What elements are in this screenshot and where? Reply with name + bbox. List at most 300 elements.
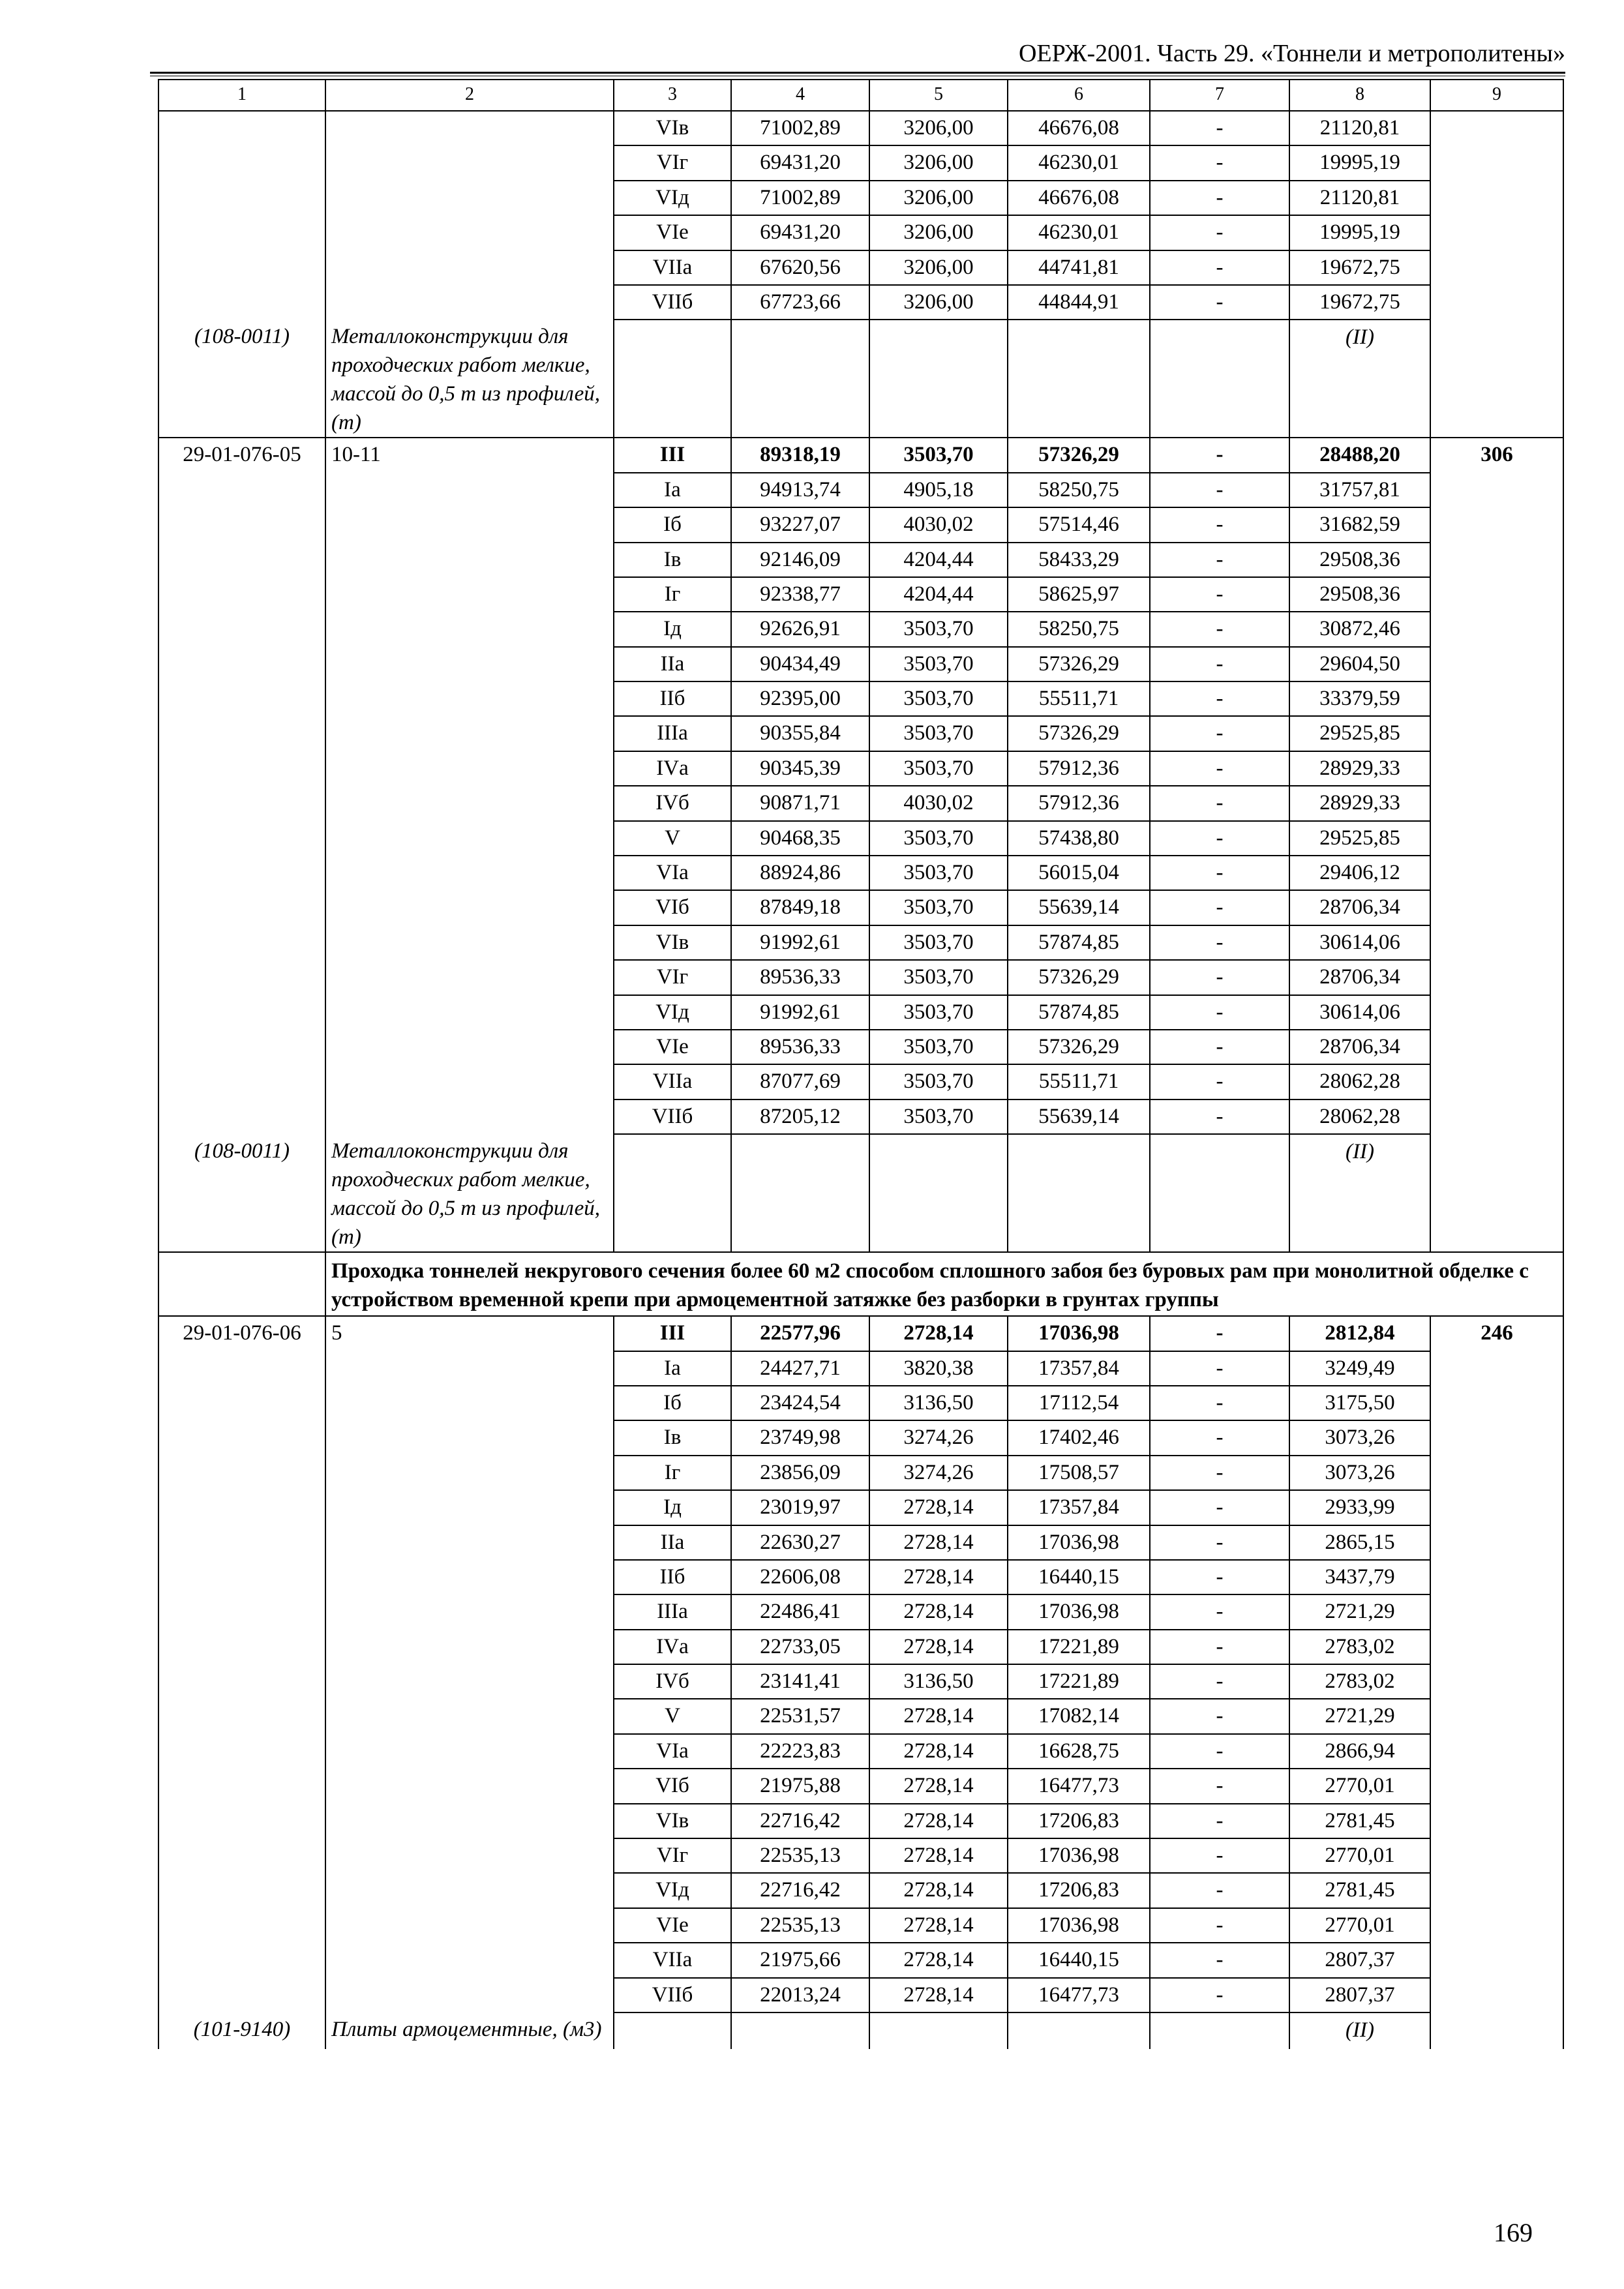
materials-cost: 2865,15 — [1289, 1525, 1430, 1560]
materials-cost: 2933,99 — [1289, 1490, 1430, 1525]
materials-cost: 29604,50 — [1289, 647, 1430, 681]
machine-cost: 58250,75 — [1008, 473, 1150, 507]
table-row — [158, 438, 1563, 472]
wages: 4204,44 — [869, 577, 1008, 612]
machine-cost: 57874,85 — [1008, 995, 1150, 1030]
machine-cost: 58250,75 — [1008, 612, 1150, 646]
machine-cost: 57874,85 — [1008, 925, 1150, 960]
empty-cell — [325, 1664, 614, 1699]
soil-group: VIд — [614, 1873, 731, 1908]
machine-cost: 17508,57 — [1008, 1456, 1150, 1490]
empty-cell — [158, 1664, 325, 1699]
empty-cell — [158, 1943, 325, 1977]
driver-wages: - — [1150, 1594, 1289, 1629]
empty-cell — [325, 1351, 614, 1386]
table-row — [158, 1525, 1563, 1560]
table-row — [158, 681, 1563, 716]
machine-cost: 55639,14 — [1008, 890, 1150, 925]
empty-cell — [158, 1978, 325, 2012]
wages: 2728,14 — [869, 1699, 1008, 1733]
empty-cell — [158, 1734, 325, 1769]
wages: 3503,70 — [869, 995, 1008, 1030]
resource-code: (108-0011) — [158, 320, 325, 438]
empty-cell — [1430, 1064, 1563, 1099]
total-cost: 24427,71 — [731, 1351, 869, 1386]
empty-cell — [325, 473, 614, 507]
empty-cell — [158, 1064, 325, 1099]
materials-cost: 2781,45 — [1289, 1873, 1430, 1908]
empty-cell — [158, 1030, 325, 1064]
rate-parameter: 10-11 — [325, 438, 614, 472]
table-row — [158, 1734, 1563, 1769]
empty-cell — [1430, 612, 1563, 646]
driver-wages: - — [1150, 1316, 1289, 1351]
empty-cell — [1430, 1734, 1563, 1769]
machine-cost: 16477,73 — [1008, 1978, 1150, 2012]
rate-code: 29-01-076-06 — [158, 1316, 325, 1351]
empty-cell — [325, 1630, 614, 1664]
materials-cost: 28929,33 — [1289, 751, 1430, 786]
column-number: 9 — [1430, 80, 1563, 111]
total-cost: 87849,18 — [731, 890, 869, 925]
labor-cost: 306 — [1430, 438, 1563, 472]
empty-cell — [1430, 1943, 1563, 1977]
wages: 3206,00 — [869, 215, 1008, 250]
empty-cell — [158, 1804, 325, 1838]
soil-group: VIг — [614, 960, 731, 995]
total-cost: 22013,24 — [731, 1978, 869, 2012]
empty-cell — [325, 181, 614, 215]
empty-cell — [1430, 1804, 1563, 1838]
empty-cell — [158, 925, 325, 960]
driver-wages: - — [1150, 1456, 1289, 1490]
empty-cell — [1430, 285, 1563, 320]
table-row — [158, 716, 1563, 751]
total-cost: 22535,13 — [731, 1908, 869, 1943]
table-row — [158, 1664, 1563, 1699]
machine-cost: 57326,29 — [1008, 960, 1150, 995]
driver-wages: - — [1150, 1943, 1289, 1977]
table-row — [158, 1456, 1563, 1490]
soil-group: VIв — [614, 111, 731, 145]
wages: 4905,18 — [869, 473, 1008, 507]
empty-cell — [731, 1134, 869, 1252]
machine-cost: 57912,36 — [1008, 786, 1150, 820]
empty-cell — [325, 995, 614, 1030]
wages: 4204,44 — [869, 543, 1008, 577]
total-cost: 88924,86 — [731, 856, 869, 890]
empty-cell — [869, 2012, 1008, 2049]
header-rule — [150, 72, 1565, 74]
total-cost: 90871,71 — [731, 786, 869, 820]
empty-cell — [1430, 145, 1563, 180]
driver-wages: - — [1150, 1664, 1289, 1699]
driver-wages: - — [1150, 1064, 1289, 1099]
total-cost: 71002,89 — [731, 181, 869, 215]
total-cost: 89536,33 — [731, 960, 869, 995]
section-heading-row — [158, 1252, 1563, 1316]
empty-cell — [158, 250, 325, 285]
materials-cost: 29525,85 — [1289, 821, 1430, 856]
materials-cost: 29508,36 — [1289, 577, 1430, 612]
materials-cost: 19995,19 — [1289, 145, 1430, 180]
materials-cost: 2807,37 — [1289, 1943, 1430, 1977]
table-row — [158, 925, 1563, 960]
empty-cell — [1430, 181, 1563, 215]
machine-cost: 57326,29 — [1008, 647, 1150, 681]
empty-cell — [158, 111, 325, 145]
wages: 3503,70 — [869, 438, 1008, 472]
total-cost: 22733,05 — [731, 1630, 869, 1664]
empty-cell — [325, 1030, 614, 1064]
wages: 3136,50 — [869, 1386, 1008, 1420]
table-row — [158, 1943, 1563, 1977]
machine-cost: 17221,89 — [1008, 1630, 1150, 1664]
soil-group: IIа — [614, 647, 731, 681]
soil-group: VIб — [614, 1769, 731, 1803]
wages: 3503,70 — [869, 1100, 1008, 1134]
table-row — [158, 1030, 1563, 1064]
machine-cost: 17082,14 — [1008, 1699, 1150, 1733]
soil-group: VIд — [614, 181, 731, 215]
total-cost: 67723,66 — [731, 285, 869, 320]
materials-cost: 2783,02 — [1289, 1630, 1430, 1664]
soil-group: VIе — [614, 215, 731, 250]
empty-cell — [325, 250, 614, 285]
total-cost: 21975,88 — [731, 1769, 869, 1803]
empty-cell — [1150, 1134, 1289, 1252]
machine-cost: 17036,98 — [1008, 1838, 1150, 1873]
empty-cell — [1430, 681, 1563, 716]
total-cost: 23019,97 — [731, 1490, 869, 1525]
soil-group: VIе — [614, 1908, 731, 1943]
empty-cell — [325, 1560, 614, 1594]
total-cost: 22535,13 — [731, 1838, 869, 1873]
driver-wages: - — [1150, 890, 1289, 925]
wages: 3136,50 — [869, 1664, 1008, 1699]
labor-cost: 246 — [1430, 1316, 1563, 1351]
materials-cost: 19995,19 — [1289, 215, 1430, 250]
total-cost: 94913,74 — [731, 473, 869, 507]
machine-cost: 46230,01 — [1008, 145, 1150, 180]
soil-group: VIд — [614, 995, 731, 1030]
machine-cost: 17357,84 — [1008, 1351, 1150, 1386]
materials-cost: 3175,50 — [1289, 1386, 1430, 1420]
empty-cell — [1430, 890, 1563, 925]
empty-cell — [325, 716, 614, 751]
machine-cost: 17036,98 — [1008, 1594, 1150, 1629]
soil-group: IIб — [614, 681, 731, 716]
empty-cell — [1430, 1594, 1563, 1629]
materials-cost: 29508,36 — [1289, 543, 1430, 577]
empty-cell — [325, 1386, 614, 1420]
table-row — [158, 1630, 1563, 1664]
empty-cell — [325, 1943, 614, 1977]
materials-cost: 30872,46 — [1289, 612, 1430, 646]
driver-wages: - — [1150, 543, 1289, 577]
empty-cell — [1430, 507, 1563, 542]
wages: 2728,14 — [869, 1594, 1008, 1629]
wages: 2728,14 — [869, 1525, 1008, 1560]
empty-cell — [1430, 995, 1563, 1030]
empty-cell — [158, 1908, 325, 1943]
running-header: ОЕРЖ-2001. Часть 29. «Тоннели и метрополитены» — [1018, 40, 1565, 67]
empty-cell — [1430, 215, 1563, 250]
soil-group: VIIб — [614, 1100, 731, 1134]
table-row — [158, 543, 1563, 577]
total-cost: 90355,84 — [731, 716, 869, 751]
soil-group: VIIа — [614, 1943, 731, 1977]
empty-cell — [158, 1252, 325, 1316]
total-cost: 23749,98 — [731, 1420, 869, 1455]
driver-wages: - — [1150, 995, 1289, 1030]
materials-cost: 2770,01 — [1289, 1908, 1430, 1943]
total-cost: 23856,09 — [731, 1456, 869, 1490]
empty-cell — [1430, 1978, 1563, 2012]
table-row — [158, 1560, 1563, 1594]
soil-group: III — [614, 438, 731, 472]
empty-cell — [158, 1386, 325, 1420]
total-cost: 69431,20 — [731, 145, 869, 180]
empty-cell — [158, 612, 325, 646]
machine-cost: 57326,29 — [1008, 438, 1150, 472]
driver-wages: - — [1150, 821, 1289, 856]
total-cost: 22486,41 — [731, 1594, 869, 1629]
soil-group: Iд — [614, 612, 731, 646]
total-cost: 87077,69 — [731, 1064, 869, 1099]
empty-cell — [158, 647, 325, 681]
materials-cost: 2721,29 — [1289, 1699, 1430, 1733]
column-number: 6 — [1008, 80, 1150, 111]
empty-cell — [325, 543, 614, 577]
machine-cost: 57912,36 — [1008, 751, 1150, 786]
empty-cell — [325, 1769, 614, 1803]
empty-cell — [158, 1490, 325, 1525]
driver-wages: - — [1150, 751, 1289, 786]
empty-cell — [325, 856, 614, 890]
machine-cost: 57326,29 — [1008, 1030, 1150, 1064]
empty-cell — [158, 821, 325, 856]
materials-cost: 2770,01 — [1289, 1838, 1430, 1873]
materials-cost: 21120,81 — [1289, 111, 1430, 145]
empty-cell — [1430, 1769, 1563, 1803]
total-cost: 92146,09 — [731, 543, 869, 577]
wages: 3274,26 — [869, 1420, 1008, 1455]
soil-group: IVб — [614, 786, 731, 820]
soil-group: IVб — [614, 1664, 731, 1699]
materials-cost: 28706,34 — [1289, 960, 1430, 995]
wages: 3503,70 — [869, 612, 1008, 646]
empty-cell — [1430, 751, 1563, 786]
soil-group: Iв — [614, 1420, 731, 1455]
wages: 3503,70 — [869, 960, 1008, 995]
empty-cell — [325, 821, 614, 856]
machine-cost: 16477,73 — [1008, 1769, 1150, 1803]
resource-class: (II) — [1289, 1134, 1430, 1252]
materials-cost: 2866,94 — [1289, 1734, 1430, 1769]
soil-group: Iд — [614, 1490, 731, 1525]
empty-cell — [158, 1525, 325, 1560]
machine-cost: 17206,83 — [1008, 1804, 1150, 1838]
column-number: 7 — [1150, 80, 1289, 111]
wages: 2728,14 — [869, 1734, 1008, 1769]
machine-cost: 16628,75 — [1008, 1734, 1150, 1769]
table-row — [158, 181, 1563, 215]
soil-group: VIг — [614, 145, 731, 180]
resource-class: (II) — [1289, 2012, 1430, 2049]
empty-cell — [158, 1873, 325, 1908]
empty-cell — [325, 1490, 614, 1525]
rate-parameter: 5 — [325, 1316, 614, 1351]
wages: 4030,02 — [869, 786, 1008, 820]
soil-group: IVа — [614, 1630, 731, 1664]
empty-cell — [1430, 320, 1563, 438]
driver-wages: - — [1150, 716, 1289, 751]
empty-cell — [325, 285, 614, 320]
total-cost: 90468,35 — [731, 821, 869, 856]
empty-cell — [1430, 1456, 1563, 1490]
empty-cell — [731, 2012, 869, 2049]
empty-cell — [325, 751, 614, 786]
table-row — [158, 612, 1563, 646]
machine-cost: 16440,15 — [1008, 1943, 1150, 1977]
empty-cell — [1430, 1630, 1563, 1664]
empty-cell — [325, 1838, 614, 1873]
driver-wages: - — [1150, 1804, 1289, 1838]
materials-cost: 28488,20 — [1289, 438, 1430, 472]
empty-cell — [158, 1100, 325, 1134]
driver-wages: - — [1150, 215, 1289, 250]
soil-group: Iв — [614, 543, 731, 577]
table-row — [158, 960, 1563, 995]
driver-wages: - — [1150, 145, 1289, 180]
machine-cost: 46676,08 — [1008, 111, 1150, 145]
empty-cell — [158, 285, 325, 320]
wages: 2728,14 — [869, 1490, 1008, 1525]
driver-wages: - — [1150, 960, 1289, 995]
machine-cost: 17036,98 — [1008, 1525, 1150, 1560]
wages: 3503,70 — [869, 925, 1008, 960]
empty-cell — [1430, 250, 1563, 285]
materials-cost: 2783,02 — [1289, 1664, 1430, 1699]
soil-group: Iг — [614, 577, 731, 612]
empty-cell — [158, 577, 325, 612]
wages: 3206,00 — [869, 285, 1008, 320]
wages: 3206,00 — [869, 250, 1008, 285]
column-number: 5 — [869, 80, 1008, 111]
materials-cost: 2807,37 — [1289, 1978, 1430, 2012]
soil-group: VIIа — [614, 250, 731, 285]
materials-cost: 3437,79 — [1289, 1560, 1430, 1594]
page-number: 169 — [1494, 2218, 1533, 2247]
soil-group: VIб — [614, 890, 731, 925]
empty-cell — [1430, 925, 1563, 960]
empty-cell — [1430, 856, 1563, 890]
empty-cell — [731, 320, 869, 438]
driver-wages: - — [1150, 925, 1289, 960]
empty-cell — [1008, 320, 1150, 438]
empty-cell — [158, 856, 325, 890]
materials-cost: 30614,06 — [1289, 995, 1430, 1030]
driver-wages: - — [1150, 473, 1289, 507]
column-number: 4 — [731, 80, 869, 111]
materials-cost: 3073,26 — [1289, 1456, 1430, 1490]
table-row — [158, 1908, 1563, 1943]
driver-wages: - — [1150, 250, 1289, 285]
soil-group: VIв — [614, 925, 731, 960]
machine-cost: 55511,71 — [1008, 681, 1150, 716]
empty-cell — [158, 1560, 325, 1594]
empty-cell — [325, 960, 614, 995]
empty-cell — [1430, 543, 1563, 577]
soil-group: VIа — [614, 856, 731, 890]
empty-cell — [325, 1978, 614, 2012]
column-number: 8 — [1289, 80, 1430, 111]
soil-group: IIб — [614, 1560, 731, 1594]
soil-group: VIIб — [614, 285, 731, 320]
empty-cell — [325, 1100, 614, 1134]
materials-cost: 30614,06 — [1289, 925, 1430, 960]
empty-cell — [1008, 1134, 1150, 1252]
wages: 2728,14 — [869, 1978, 1008, 2012]
resource-row — [158, 1134, 1563, 1252]
wages: 2728,14 — [869, 1908, 1008, 1943]
driver-wages: - — [1150, 1490, 1289, 1525]
empty-cell — [869, 320, 1008, 438]
empty-cell — [325, 786, 614, 820]
driver-wages: - — [1150, 1873, 1289, 1908]
total-cost: 89536,33 — [731, 1030, 869, 1064]
table-row — [158, 1490, 1563, 1525]
total-cost: 92395,00 — [731, 681, 869, 716]
total-cost: 91992,61 — [731, 925, 869, 960]
machine-cost: 55639,14 — [1008, 1100, 1150, 1134]
soil-group: Iб — [614, 507, 731, 542]
empty-cell — [158, 995, 325, 1030]
empty-cell — [325, 1525, 614, 1560]
wages: 3503,70 — [869, 647, 1008, 681]
rate-code: 29-01-076-05 — [158, 438, 325, 472]
empty-cell — [1008, 2012, 1150, 2049]
price-table — [158, 79, 1564, 2049]
wages: 3503,70 — [869, 890, 1008, 925]
machine-cost: 55511,71 — [1008, 1064, 1150, 1099]
table-row — [158, 250, 1563, 285]
driver-wages: - — [1150, 1769, 1289, 1803]
machine-cost: 58433,29 — [1008, 543, 1150, 577]
empty-cell — [325, 890, 614, 925]
empty-cell — [325, 1873, 614, 1908]
wages: 2728,14 — [869, 1873, 1008, 1908]
empty-cell — [325, 577, 614, 612]
empty-cell — [1430, 1100, 1563, 1134]
empty-cell — [325, 507, 614, 542]
empty-cell — [1430, 1134, 1563, 1252]
wages: 3274,26 — [869, 1456, 1008, 1490]
empty-cell — [1430, 1420, 1563, 1455]
materials-cost: 28929,33 — [1289, 786, 1430, 820]
soil-group: V — [614, 1699, 731, 1733]
materials-cost: 3249,49 — [1289, 1351, 1430, 1386]
driver-wages: - — [1150, 285, 1289, 320]
driver-wages: - — [1150, 1525, 1289, 1560]
empty-cell — [158, 716, 325, 751]
table-row — [158, 1351, 1563, 1386]
empty-cell — [1430, 1560, 1563, 1594]
empty-cell — [158, 507, 325, 542]
wages: 3503,70 — [869, 1030, 1008, 1064]
empty-cell — [869, 1134, 1008, 1252]
